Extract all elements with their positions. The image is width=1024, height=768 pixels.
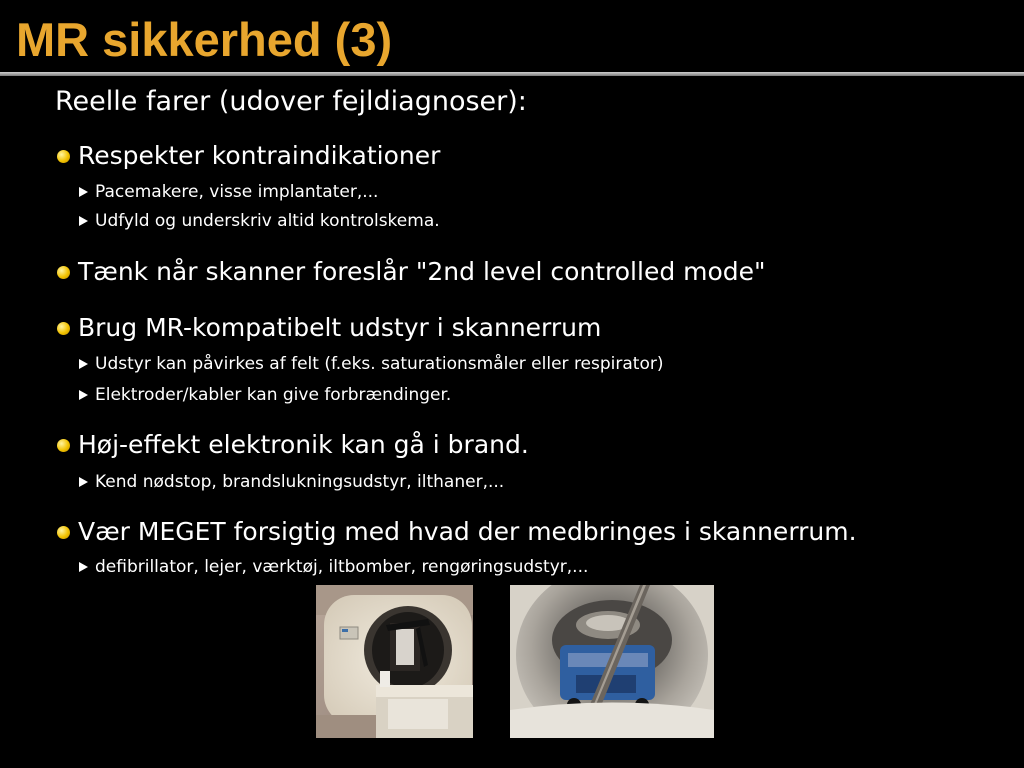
triangle-bullet-icon bbox=[79, 359, 88, 369]
bullet-item bbox=[57, 139, 440, 173]
sub-bullet-item bbox=[79, 469, 504, 495]
sub-bullet-text: Udfyld og underskriv altid kontrolskema. bbox=[95, 211, 440, 231]
triangle-bullet-icon bbox=[79, 562, 88, 572]
bullet-item bbox=[57, 255, 766, 289]
sub-bullet-item bbox=[79, 208, 440, 234]
title-divider bbox=[0, 72, 1024, 76]
bullet-item bbox=[57, 515, 857, 549]
triangle-bullet-icon bbox=[79, 477, 88, 487]
sub-bullet-item bbox=[79, 382, 451, 408]
bullet-item bbox=[57, 311, 601, 345]
sub-bullet-item bbox=[79, 179, 378, 205]
sub-bullet-text: Udstyr kan påvirkes af felt (f.eks. saturationsmåler eller respirator) bbox=[95, 354, 664, 374]
yellow-dot-bullet-icon bbox=[57, 439, 70, 452]
bullet-text: Respekter kontraindikationer bbox=[78, 141, 441, 170]
bullet-text: Vær MEGET forsigtig med hvad der medbringes i skannerrum. bbox=[78, 517, 857, 546]
bullet-text: Tænk når skanner foreslår "2nd level controlled mode" bbox=[78, 257, 766, 286]
sub-bullet-text: Kend nødstop, brandslukningsudstyr, ilthaner,... bbox=[95, 472, 505, 492]
bullet-text: Brug MR-kompatibelt udstyr i skannerrum bbox=[78, 313, 602, 342]
mr-scanner-with-object-photo bbox=[316, 585, 473, 738]
triangle-bullet-icon bbox=[79, 216, 88, 226]
yellow-dot-bullet-icon bbox=[57, 322, 70, 335]
sub-bullet-item bbox=[79, 554, 588, 580]
sub-bullet-item bbox=[79, 351, 663, 377]
yellow-dot-bullet-icon bbox=[57, 526, 70, 539]
sub-bullet-text: Pacemakere, visse implantater,... bbox=[95, 182, 379, 202]
triangle-bullet-icon bbox=[79, 390, 88, 400]
yellow-dot-bullet-icon bbox=[57, 266, 70, 279]
triangle-bullet-icon bbox=[79, 187, 88, 197]
slide-title: MR sikkerhed (3) bbox=[16, 13, 393, 66]
sub-bullet-text: Elektroder/kabler kan give forbrændinger. bbox=[95, 385, 452, 405]
slide-heading: Reelle farer (udover fejldiagnoser): bbox=[55, 86, 527, 117]
bullet-text: Høj-effekt elektronik kan gå i brand. bbox=[78, 430, 529, 459]
bullet-item bbox=[57, 428, 529, 462]
yellow-dot-bullet-icon bbox=[57, 150, 70, 163]
scanner-bore-with-cart-photo bbox=[510, 585, 714, 738]
sub-bullet-text: defibrillator, lejer, værktøj, iltbomber, rengøringsudstyr,... bbox=[95, 557, 589, 577]
